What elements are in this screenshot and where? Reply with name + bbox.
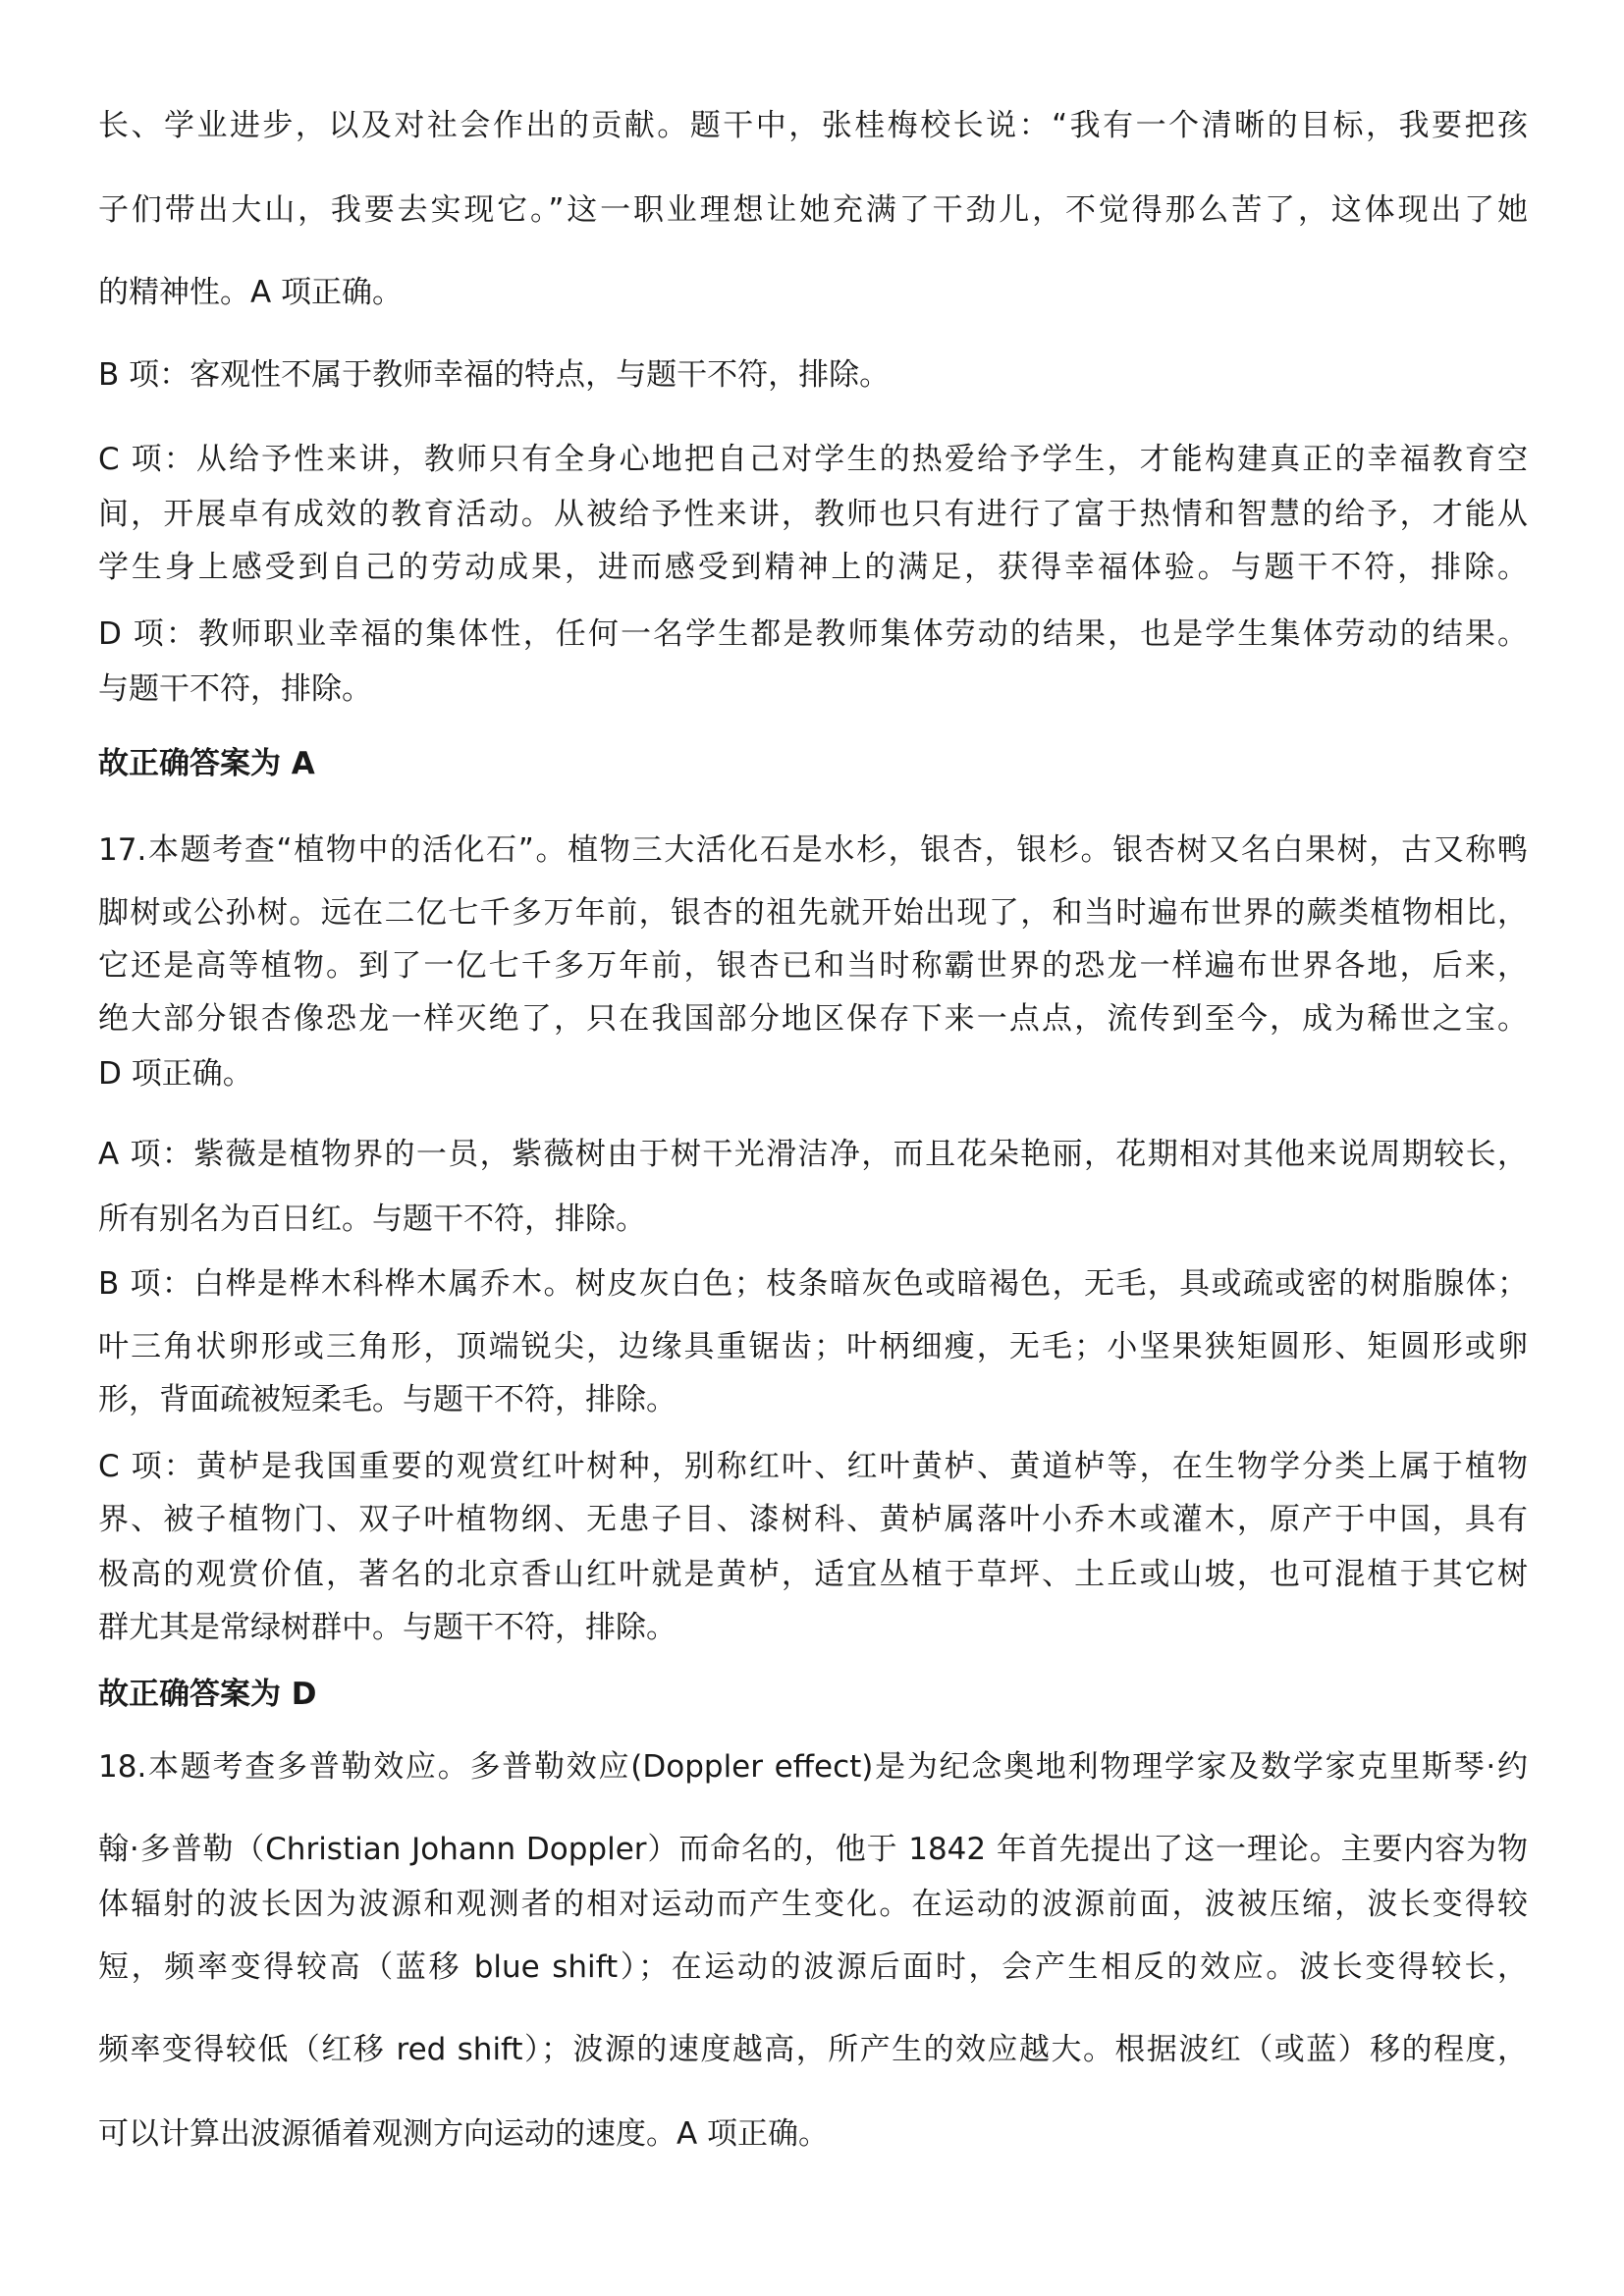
text-line: 子们带出大山，我要去实现它。”这一职业理想让她充满了干劲儿，不觉得那么苦了，这体现出了她 bbox=[98, 192, 1528, 228]
text-line: 间，开展卓有成效的教育活动。从被给予性来讲，教师也只有进行了富于热情和智慧的给予，才能从 bbox=[98, 497, 1528, 532]
text-line: C 项：从给予性来讲，教师只有全身心地把自己对学生的热爱给予学生，才能构建真正的幸福教育空 bbox=[98, 442, 1528, 477]
text-line: 翰·多普勒（Christian Johann Doppler）而命名的，他于 1842 年首先提出了这一理论。主要内容为物 bbox=[98, 1832, 1528, 1867]
text-line: 群尤其是常绿树群中。与题干不符，排除。 bbox=[98, 1610, 677, 1645]
answer-line: 故正确答案为 A bbox=[98, 746, 315, 781]
text-line: 叶三角状卵形或三角形，顶端锐尖，边缘具重锯齿；叶柄细瘦，无毛；小坚果狭矩圆形、矩圆形或卵 bbox=[98, 1329, 1528, 1364]
text-line: 的精神性。A 项正确。 bbox=[98, 275, 404, 310]
text-line: 形，背面疏被短柔毛。与题干不符，排除。 bbox=[98, 1382, 677, 1417]
text-line: 与题干不符，排除。 bbox=[98, 671, 372, 707]
text-line: 学生身上感受到自己的劳动成果，进而感受到精神上的满足，获得幸福体验。与题干不符，排除。 bbox=[98, 550, 1528, 585]
text-line: 17.本题考查“植物中的活化石”。植物三大活化石是水杉，银杏，银杉。银杏树又名白果树，古又称鸭 bbox=[98, 832, 1528, 868]
answer-line: 故正确答案为 D bbox=[98, 1677, 317, 1712]
text-line: 界、被子植物门、双子叶植物纲、无患子目、漆树科、黄栌属落叶小乔木或灌木，原产于中国，具有 bbox=[98, 1502, 1528, 1537]
text-line: 18.本题考查多普勒效应。多普勒效应(Doppler effect)是为纪念奥地利物理学家及数学家克里斯琴·约 bbox=[98, 1749, 1528, 1785]
text-line: 它还是高等植物。到了一亿七千多万年前，银杏已和当时称霸世界的恐龙一样遍布世界各地，后来， bbox=[98, 948, 1528, 984]
text-line: B 项：客观性不属于教师幸福的特点，与题干不符，排除。 bbox=[98, 357, 891, 393]
text-line: 脚树或公孙树。远在二亿七千多万年前，银杏的祖先就开始出现了，和当时遍布世界的蕨类植物相比， bbox=[98, 895, 1528, 931]
text-line: D 项：教师职业幸福的集体性，任何一名学生都是教师集体劳动的结果，也是学生集体劳动的结果。 bbox=[98, 616, 1528, 652]
text-line: B 项：白桦是桦木科桦木属乔木。树皮灰白色；枝条暗灰色或暗褐色，无毛，具或疏或密的树脂腺体； bbox=[98, 1266, 1528, 1302]
text-line: 可以计算出波源循着观测方向运动的速度。A 项正确。 bbox=[98, 2116, 830, 2152]
text-line: 所有别名为百日红。与题干不符，排除。 bbox=[98, 1201, 646, 1237]
text-line: C 项：黄栌是我国重要的观赏红叶树种，别称红叶、红叶黄栌、黄道栌等，在生物学分类上属于植物 bbox=[98, 1449, 1528, 1484]
text-line: 极高的观赏价值，著名的北京香山红叶就是黄栌，适宜丛植于草坪、土丘或山坡，也可混植于其它树 bbox=[98, 1557, 1528, 1592]
text-line: 体辐射的波长因为波源和观测者的相对运动而产生变化。在运动的波源前面，波被压缩，波长变得较 bbox=[98, 1887, 1528, 1922]
text-line: D 项正确。 bbox=[98, 1056, 253, 1092]
text-line: 短，频率变得较高（蓝移 blue shift）；在运动的波源后面时，会产生相反的效应。波长变得较长， bbox=[98, 1949, 1528, 1985]
text-line: 频率变得较低（红移 red shift）；波源的速度越高，所产生的效应越大。根据波红（或蓝）移的程度， bbox=[98, 2032, 1528, 2067]
text-line: 绝大部分银杏像恐龙一样灭绝了，只在我国部分地区保存下来一点点，流传到至今，成为稀世之宝。 bbox=[98, 1001, 1528, 1037]
text-line: 长、学业进步，以及对社会作出的贡献。题干中，张桂梅校长说：“我有一个清晰的目标，我要把孩 bbox=[98, 108, 1528, 143]
text-line: A 项：紫薇是植物界的一员，紫薇树由于树干光滑洁净，而且花朵艳丽，花期相对其他来说周期较长， bbox=[98, 1137, 1528, 1172]
